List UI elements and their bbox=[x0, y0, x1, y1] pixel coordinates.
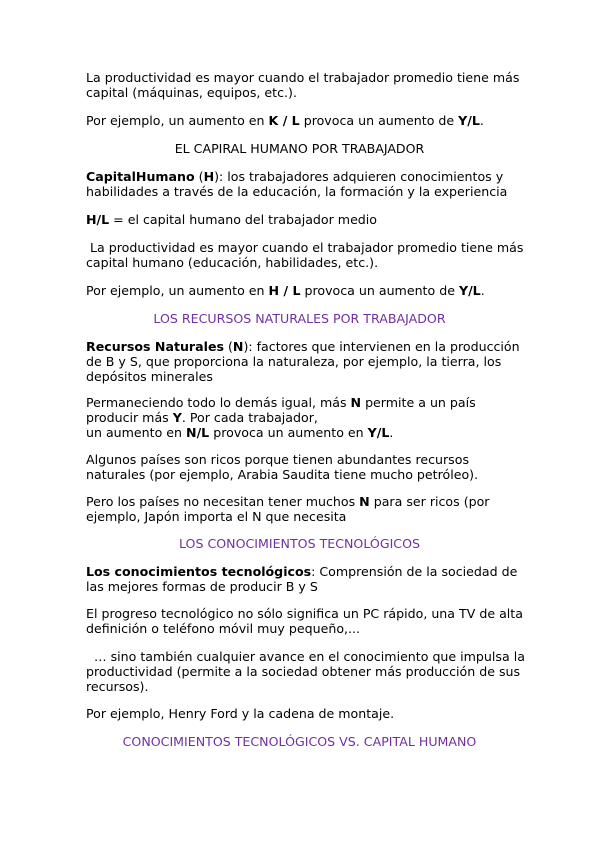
paragraph-kl-example bbox=[86, 113, 516, 128]
text-run: ): factores que intervienen en la producción bbox=[243, 339, 520, 354]
paragraph-hl-example bbox=[86, 283, 516, 298]
paragraph-rich-countries bbox=[86, 452, 516, 482]
symbol-yl: Y/L bbox=[458, 283, 481, 298]
term-capital-humano: CapitalHumano bbox=[86, 169, 195, 184]
paragraph-japan-example bbox=[86, 494, 516, 524]
text-run: ( bbox=[224, 339, 233, 354]
text-line: recursos). bbox=[86, 679, 149, 694]
text-line: las mejores formas de producir B y S bbox=[86, 579, 318, 594]
text-line: La productividad es mayor cuando el trabajador promedio tiene más bbox=[86, 70, 520, 85]
text-run: permite a un país bbox=[361, 395, 476, 410]
symbol-h: H bbox=[203, 169, 215, 184]
text-run: . bbox=[389, 425, 394, 440]
text-run: : Comprensión de la sociedad de bbox=[311, 564, 518, 579]
text-line: El progreso tecnológico no sólo significa un PC rápido, una TV de alta bbox=[86, 606, 523, 621]
text-run: Permaneciendo todo lo demás igual, más bbox=[86, 395, 351, 410]
text-line: depósitos minerales bbox=[86, 369, 213, 384]
paragraph-capital-humano-definition bbox=[86, 169, 516, 199]
symbol-hl: H / L bbox=[268, 283, 301, 298]
symbol-n: N bbox=[232, 339, 244, 354]
text-run: Por ejemplo, un aumento en bbox=[86, 113, 269, 128]
heading-conocimientos-tecnologicos: LOS CONOCIMIENTOS TECNOLÓGICOS bbox=[178, 536, 420, 551]
text-run: Por ejemplo, un aumento en bbox=[86, 283, 269, 298]
paragraph-tech-progress bbox=[86, 606, 523, 636]
paragraph-knowledge-advance bbox=[86, 649, 525, 694]
text-run: para ser ricos (por bbox=[369, 494, 490, 509]
term-recursos-naturales: Recursos Naturales bbox=[86, 339, 224, 354]
paragraph-recursos-definition bbox=[86, 339, 520, 384]
text-run: provoca un aumento en bbox=[209, 425, 368, 440]
heading-recursos-naturales: LOS RECURSOS NATURALES POR TRABAJADOR bbox=[153, 311, 446, 326]
paragraph-henry-ford: Por ejemplo, Henry Ford y la cadena de montaje. bbox=[86, 706, 395, 721]
text-run: = el capital humano del trabajador medio bbox=[109, 212, 378, 227]
heading-tech-vs-human-capital: CONOCIMIENTOS TECNOLÓGICOS VS. CAPITAL HUMANO bbox=[122, 734, 477, 749]
text-line: capital humano (educación, habilidades, etc.). bbox=[86, 255, 379, 270]
text-line: Algunos países son ricos porque tienen abundantes recursos bbox=[86, 452, 470, 467]
text-run: un aumento en bbox=[86, 425, 187, 440]
heading-capital-humano: EL CAPIRAL HUMANO POR TRABAJADOR bbox=[174, 141, 425, 156]
symbol-nl: N/L bbox=[186, 425, 210, 440]
symbol-n: N bbox=[359, 494, 370, 509]
text-line: capital (máquinas, equipos, etc.). bbox=[86, 85, 297, 100]
text-run: producir más bbox=[86, 410, 173, 425]
symbol-yl: Y/L bbox=[458, 113, 480, 128]
paragraph-n-effect bbox=[86, 395, 516, 440]
text-line: ejemplo, Japón importa el N que necesita bbox=[86, 509, 347, 524]
text-run: . bbox=[480, 283, 485, 298]
text-run: ( bbox=[194, 169, 204, 184]
text-run: . bbox=[479, 113, 484, 128]
text-line: La productividad es mayor cuando el trabajador promedio tiene más bbox=[86, 240, 524, 255]
symbol-n: N bbox=[350, 395, 362, 410]
text-run: provoca un aumento de bbox=[300, 283, 459, 298]
text-run: . Por cada trabajador, bbox=[181, 410, 318, 425]
symbol-yl: Y/L bbox=[367, 425, 390, 440]
paragraph-capital-productivity bbox=[86, 70, 520, 100]
term-conocimientos: Los conocimientos tecnológicos bbox=[86, 564, 312, 579]
text-line: de B y S, que proporciona la naturaleza, por ejemplo, la tierra, los bbox=[86, 354, 502, 369]
text-run: ): los trabajadores adquieren conocimientos y bbox=[214, 169, 504, 184]
symbol-y: Y bbox=[172, 410, 182, 425]
text-line: naturales (por ejemplo, Arabia Saudita tiene mucho petróleo). bbox=[86, 467, 479, 482]
symbol-hl: H/L bbox=[86, 212, 110, 227]
text-line: definición o teléfono móvil muy pequeño,... bbox=[86, 621, 361, 636]
paragraph-conocimientos-definition bbox=[86, 564, 516, 594]
text-run: Pero los países no necesitan tener muchos bbox=[86, 494, 360, 509]
text-line: productividad (permite a la sociedad obtener más producción de sus bbox=[86, 664, 521, 679]
paragraph-hl-definition bbox=[86, 212, 516, 227]
text-line: habilidades a través de la educación, la formación y la experiencia bbox=[86, 184, 508, 199]
symbol-kl: K / L bbox=[268, 113, 300, 128]
text-run: provoca un aumento de bbox=[299, 113, 459, 128]
text-line: … sino también cualquier avance en el conocimiento que impulsa la bbox=[86, 649, 525, 664]
paragraph-human-capital-productivity bbox=[86, 240, 524, 270]
